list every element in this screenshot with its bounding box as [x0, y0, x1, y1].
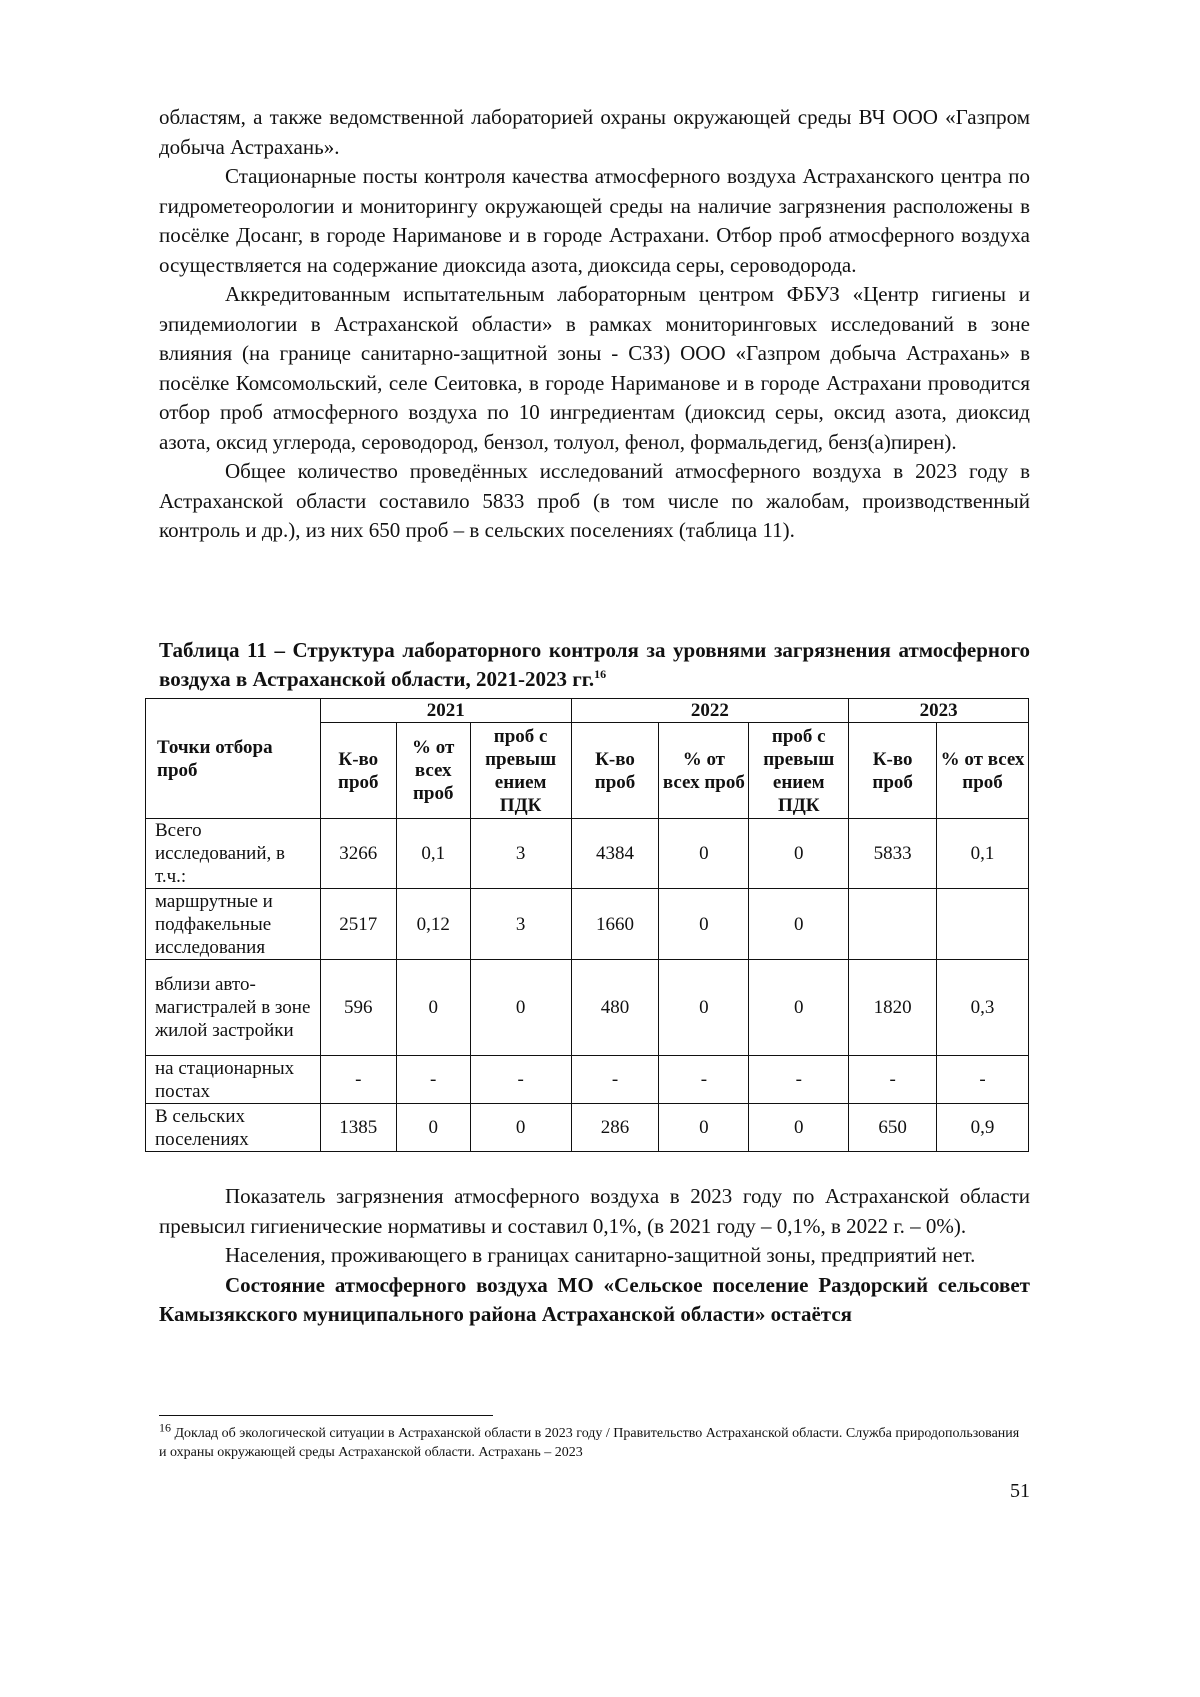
paragraph-accredited-center: Аккредитованным испытательным лабораторным центром ФБУЗ «Центр гигиены и эпидемиологии в Астраханской области» в рамках мониторинговых исследований в зоне влияния (на границе санитарно-защитной зоны - СЗЗ) ООО «Газпром добыча Астрахань» в посёлке Комсомольский, селе Сеитовка, в городе Нариманове и в городе Астрахани проводится отбор проб атмосферного воздуха по 10 ингредиентам (диоксид серы, оксид азота, диоксид азота, оксид углерода, сероводород, бензол, толуол, фенол, формальдегид, бенз(а)пирен). [159, 282, 1030, 454]
col-percent-2021: % от всех проб [396, 723, 470, 819]
paragraph-continuation: областям, а также ведомственной лабораторией охраны окружающей среды ВЧ ООО «Газпром добыча Астрахань». [159, 105, 1030, 159]
cell: 3 [470, 819, 571, 889]
row-label: Всего исследований, в т.ч.: [146, 819, 321, 889]
row-label: маршрутные и подфакельные исследования [146, 889, 321, 960]
after-table-text [159, 1182, 1030, 1330]
footnote-separator [159, 1415, 493, 1416]
cell: 5833 [849, 819, 937, 889]
col-count-2023: К-во проб [849, 723, 937, 819]
cell: 0,1 [937, 819, 1029, 889]
cell [849, 889, 937, 960]
cell: 0,3 [937, 960, 1029, 1056]
paragraph-pollution-index: Показатель загрязнения атмосферного воздуха в 2023 году по Астраханской области превысил гигиенические нормативы и составил 0,1%, (в 2021 году – 0,1%, в 2022 г. – 0%). [159, 1184, 1030, 1238]
cell: 1820 [849, 960, 937, 1056]
col-exceed-2022: проб с превыш ением ПДК [749, 723, 849, 819]
table-row [146, 1104, 1029, 1152]
col-count-2022: К-во проб [571, 723, 659, 819]
cell: - [396, 1056, 470, 1104]
footnote-number: 16 [159, 1420, 171, 1435]
cell: 0 [659, 960, 749, 1056]
table-caption-text: Таблица 11 – Структура лабораторного контроля за уровнями загрязнения атмосферного воздуха в Астраханской области, 2021-2023 гг. [159, 638, 1030, 691]
cell: 650 [849, 1104, 937, 1152]
intro-text [159, 103, 1030, 546]
cell: 2517 [320, 889, 396, 960]
cell [937, 889, 1029, 960]
cell: 0 [396, 1104, 470, 1152]
cell: 0 [396, 960, 470, 1056]
table-row [146, 960, 1029, 1056]
cell: 0,1 [396, 819, 470, 889]
table-row [146, 889, 1029, 960]
cell: - [470, 1056, 571, 1104]
cell: 0 [749, 889, 849, 960]
col-count-2021: К-во проб [320, 723, 396, 819]
cell: 0 [659, 819, 749, 889]
row-header-cell: Точки отбора проб [146, 699, 321, 819]
cell: 0 [659, 1104, 749, 1152]
cell: 286 [571, 1104, 659, 1152]
page-number: 51 [1010, 1480, 1030, 1502]
cell: 1385 [320, 1104, 396, 1152]
col-percent-2022: % от всех проб [659, 723, 749, 819]
cell: - [571, 1056, 659, 1104]
cell: 3266 [320, 819, 396, 889]
year-header-2023: 2023 [849, 699, 1029, 723]
cell: 0 [470, 960, 571, 1056]
cell: 480 [571, 960, 659, 1056]
cell: - [749, 1056, 849, 1104]
cell: 596 [320, 960, 396, 1056]
cell: 0 [749, 1104, 849, 1152]
cell: - [937, 1056, 1029, 1104]
cell: - [849, 1056, 937, 1104]
cell: 0,12 [396, 889, 470, 960]
footnote-text: Доклад об экологической ситуации в Астраханской области в 2023 году / Правительство Астраханской области. Служба природопользования и охраны окружающей среды Астраханской области. Астрахань – 2023 [159, 1426, 1020, 1460]
cell: 0 [659, 889, 749, 960]
col-percent-2023: % от всех проб [937, 723, 1029, 819]
lab-control-table [145, 698, 1029, 1152]
footnote-ref: 16 [594, 667, 607, 681]
cell: 4384 [571, 819, 659, 889]
col-exceed-2021: проб с превыш ением ПДК [470, 723, 571, 819]
table-row [146, 1056, 1029, 1104]
cell: - [320, 1056, 396, 1104]
table-row [146, 819, 1029, 889]
row-label: В сельских поселениях [146, 1104, 321, 1152]
paragraph-population-szz: Населения, проживающего в границах санитарно-защитной зоны, предприятий нет. [225, 1243, 976, 1267]
row-label: на стационарных постах [146, 1056, 321, 1104]
paragraph-total-studies: Общее количество проведённых исследований атмосферного воздуха в 2023 году в Астраханской области составило 5833 проб (в том числе по жалобам, производственный контроль и др.), из них 650 проб – в сельских поселениях (таблица 11). [159, 459, 1030, 542]
row-label: вблизи авто-магистралей в зоне жилой застройки [146, 960, 321, 1056]
paragraph-stationary-posts: Стационарные посты контроля качества атмосферного воздуха Астраханского центра по гидрометеорологии и мониторингу окружающей среды на наличие загрязнения расположены в посёлке Досанг, в городе Нариманове и в городе Астрахани. Отбор проб атмосферного воздуха осуществляется на содержание диоксида азота, диоксида серы, сероводорода. [159, 164, 1030, 277]
cell: 0 [749, 960, 849, 1056]
year-header-2021: 2021 [320, 699, 571, 723]
year-header-2022: 2022 [571, 699, 849, 723]
cell: 3 [470, 889, 571, 960]
cell: 1660 [571, 889, 659, 960]
cell: 0,9 [937, 1104, 1029, 1152]
cell: 0 [749, 819, 849, 889]
table-caption [159, 636, 1030, 694]
cell: 0 [470, 1104, 571, 1152]
paragraph-razdorsky-heading: Состояние атмосферного воздуха МО «Сельское поселение Раздорский сельсовет Камызякского муниципального района Астраханской области» остаётся [159, 1272, 1030, 1326]
cell: - [659, 1056, 749, 1104]
footnote [159, 1420, 1030, 1462]
